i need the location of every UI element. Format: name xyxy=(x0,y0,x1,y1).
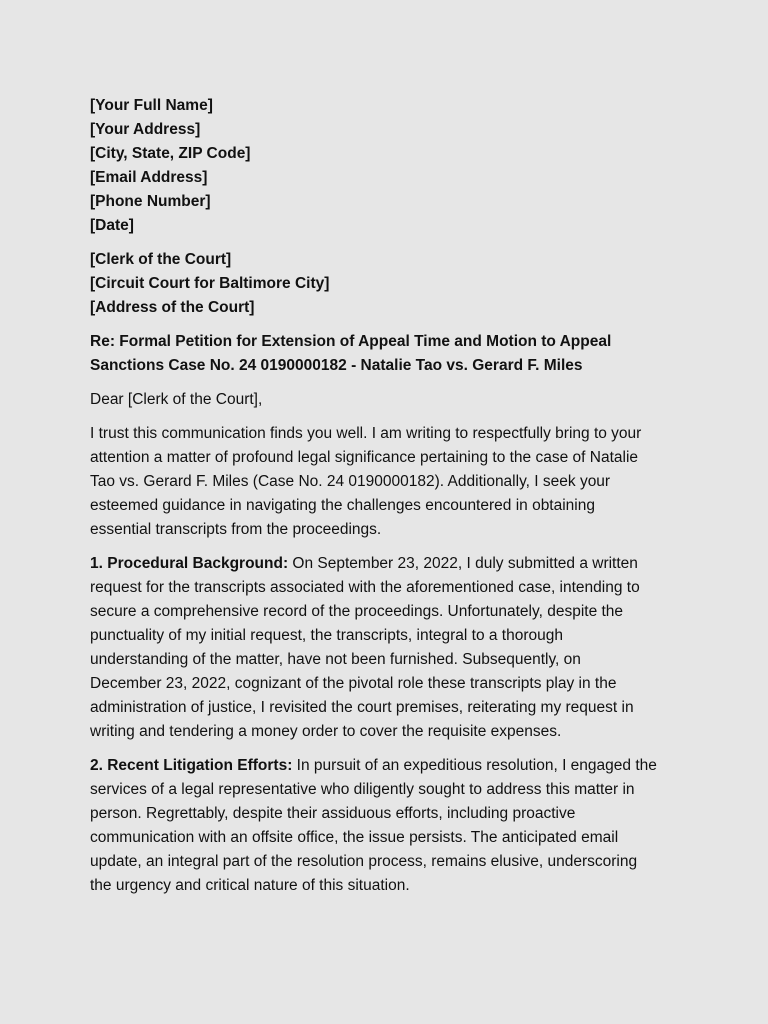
sender-email: [Email Address] xyxy=(90,169,208,186)
subject-line xyxy=(90,330,678,378)
section2-heading: 2. Recent Litigation Efforts: xyxy=(90,757,293,774)
section1-line: request for the transcripts associated with the aforementioned case, intending to xyxy=(90,579,640,596)
section1-first-line-text: On September 23, 2022, I duly submitted a written xyxy=(288,555,638,572)
section1-first-line xyxy=(90,552,678,576)
section2-line: update, an integral part of the resolution process, remains elusive, underscoring xyxy=(90,853,638,870)
subject-line-1: Re: Formal Petition for Extension of Appeal Time and Motion to Appeal xyxy=(90,333,612,350)
section2-line: the urgency and critical nature of this situation. xyxy=(90,877,410,894)
sender-block xyxy=(90,94,678,238)
litigation-efforts-section xyxy=(90,754,678,898)
procedural-background-section xyxy=(90,552,678,744)
sender-date: [Date] xyxy=(90,217,134,234)
sender-address: [Your Address] xyxy=(90,121,201,138)
section1-line: understanding of the matter, have not been furnished. Subsequently, on xyxy=(90,651,581,668)
recipient-clerk: [Clerk of the Court] xyxy=(90,251,232,268)
section2-line: communication with an offsite office, the issue persists. The anticipated email xyxy=(90,829,619,846)
salutation xyxy=(90,388,678,412)
sender-city: [City, State, ZIP Code] xyxy=(90,145,251,162)
intro-line: attention a matter of profound legal significance pertaining to the case of Natalie xyxy=(90,449,639,466)
section2-line: services of a legal representative who diligently sought to address this matter in xyxy=(90,781,635,798)
intro-paragraph xyxy=(90,422,678,542)
section1-line: punctuality of my initial request, the transcripts, integral to a thorough xyxy=(90,627,563,644)
section1-heading: 1. Procedural Background: xyxy=(90,555,289,572)
sender-phone: [Phone Number] xyxy=(90,193,211,210)
section1-line: administration of justice, I revisited the court premises, reiterating my request in xyxy=(90,699,634,716)
section2-first-line xyxy=(90,754,678,778)
intro-line: I trust this communication finds you well. I am writing to respectfully bring to your xyxy=(90,425,642,442)
subject-line-2: Sanctions Case No. 24 0190000182 - Natalie Tao vs. Gerard F. Miles xyxy=(90,357,583,374)
intro-line: essential transcripts from the proceedings. xyxy=(90,521,382,538)
section1-line: December 23, 2022, cognizant of the pivotal role these transcripts play in the xyxy=(90,675,617,692)
section2-line: person. Regrettably, despite their assiduous efforts, including proactive xyxy=(90,805,576,822)
sender-name: [Your Full Name] xyxy=(90,97,213,114)
intro-line: esteemed guidance in navigating the challenges encountered in obtaining xyxy=(90,497,595,514)
section2-first-line-text: In pursuit of an expeditious resolution, I engaged the xyxy=(292,757,657,774)
section1-line: secure a comprehensive record of the proceedings. Unfortunately, despite the xyxy=(90,603,624,620)
recipient-address: [Address of the Court] xyxy=(90,299,255,316)
recipient-block xyxy=(90,248,678,320)
intro-line: Tao vs. Gerard F. Miles (Case No. 24 0190000182). Additionally, I seek your xyxy=(90,473,611,490)
section1-line: writing and tendering a money order to cover the requisite expenses. xyxy=(90,723,562,740)
recipient-court: [Circuit Court for Baltimore City] xyxy=(90,275,330,292)
salutation-text: Dear [Clerk of the Court], xyxy=(90,391,263,408)
